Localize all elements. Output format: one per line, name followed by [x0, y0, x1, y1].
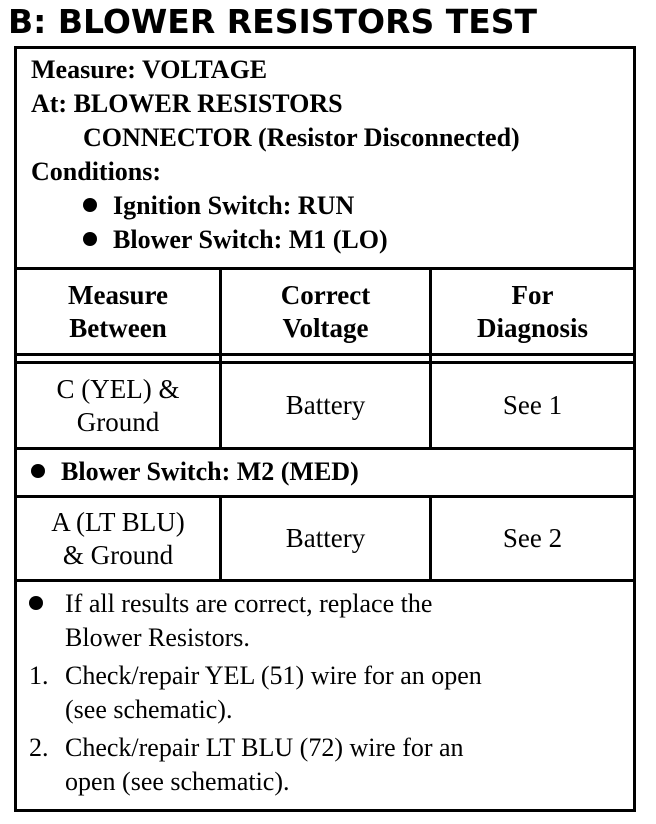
condition-item — [31, 223, 627, 257]
note-marker — [29, 587, 65, 655]
table-row-2-between: A (LT BLU) & Ground — [51, 506, 185, 570]
page-title: B: BLOWER RESISTORS TEST — [8, 2, 538, 41]
condition-text: Blower Switch: M2 (MED) — [61, 457, 359, 486]
at-line-1: At: BLOWER RESISTORS — [31, 89, 343, 118]
note-marker: 1. — [29, 661, 49, 690]
condition-2-row — [31, 455, 359, 489]
note-item: 2. Check/repair LT BLU (72) wire for an open (see schematic). — [29, 731, 627, 799]
test-conditions — [31, 53, 627, 257]
column-header-correct-voltage: Correct Voltage — [280, 279, 371, 343]
bullet-icon — [31, 464, 45, 478]
table-row-1-between: C (YEL) & Ground — [56, 373, 180, 437]
conditions-label: Conditions: — [31, 157, 162, 186]
table-row-1-voltage: Battery — [285, 390, 366, 420]
measure-line: Measure: VOLTAGE — [31, 55, 268, 84]
bullet-icon — [83, 232, 97, 246]
table-row-2-diagnosis: See 2 — [502, 523, 563, 553]
condition-text: Ignition Switch: RUN — [113, 191, 355, 220]
table-row-2-voltage: Battery — [285, 523, 366, 553]
divider — [17, 353, 633, 356]
diagnosis-notes — [29, 587, 627, 803]
note-item: 1. Check/repair YEL (51) wire for an open (see schematic). — [29, 659, 627, 727]
divider — [17, 447, 633, 450]
bullet-icon — [83, 198, 97, 212]
bullet-icon — [29, 596, 43, 610]
divider — [17, 579, 633, 582]
column-header-measure-between: Measure Between — [68, 279, 168, 343]
column-header-for-diagnosis: For Diagnosis — [476, 279, 589, 343]
note-marker: 2. — [29, 733, 49, 762]
condition-text: Blower Switch: M1 (LO) — [113, 225, 388, 254]
note-item: If all results are correct, replace the Blower Resistors. — [29, 587, 627, 655]
at-line-2: CONNECTOR (Resistor Disconnected) — [83, 123, 520, 152]
table-row-1-diagnosis: See 1 — [502, 390, 563, 420]
condition-item — [31, 189, 627, 223]
test-table-frame — [14, 46, 636, 812]
